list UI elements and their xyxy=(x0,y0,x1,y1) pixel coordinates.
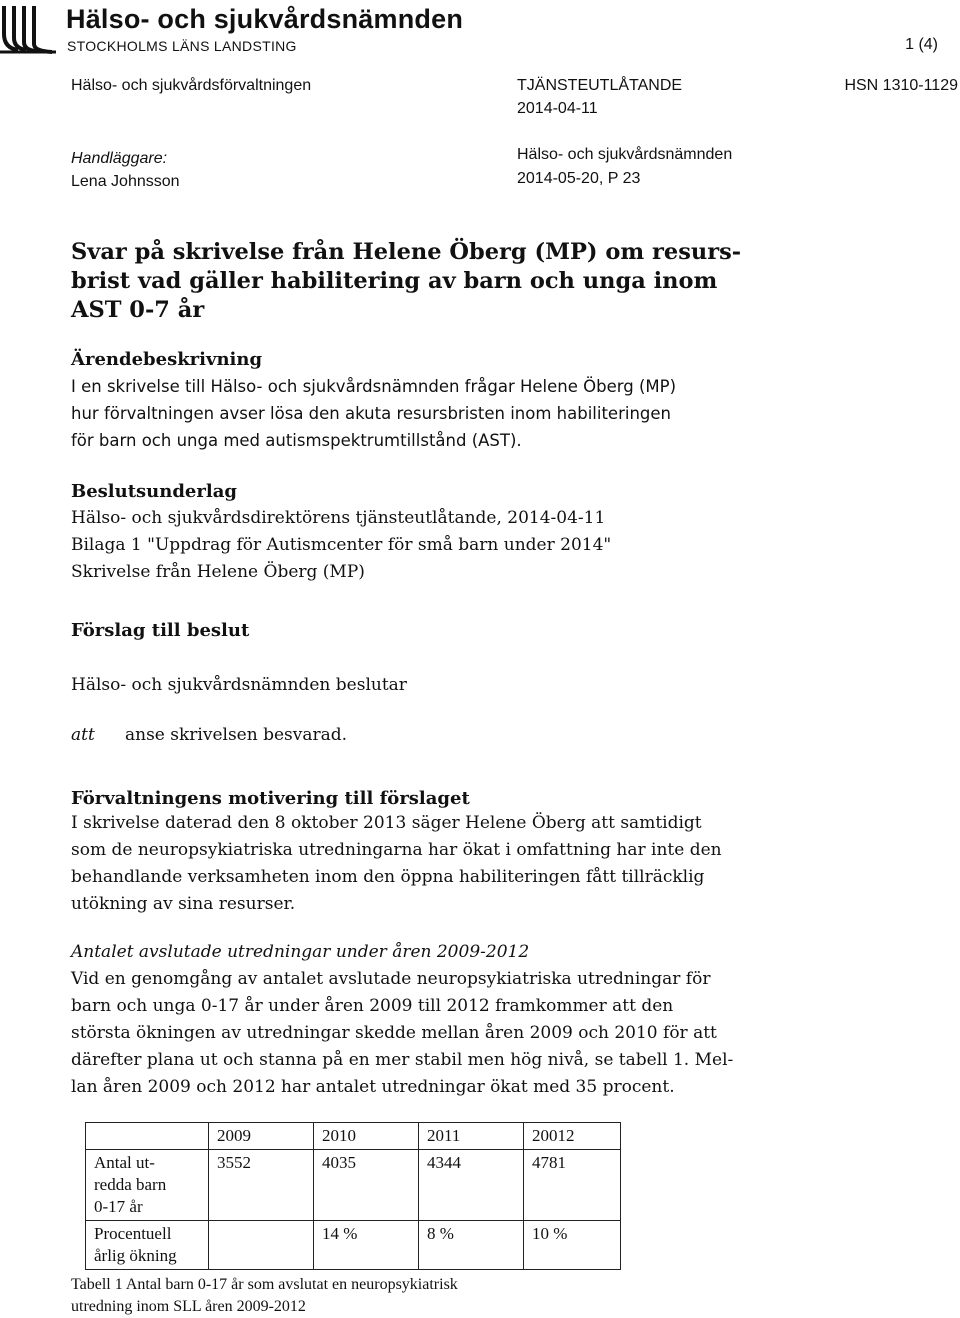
label-line: Antal ut- xyxy=(94,1153,155,1172)
text-line: för barn och unga med autismspektrumtillstånd (AST). xyxy=(71,431,522,450)
heading-forslag: Förslag till beslut xyxy=(71,620,250,641)
table-row xyxy=(86,1221,621,1270)
table-header-cell: 2009 xyxy=(209,1123,314,1150)
antalet-text xyxy=(71,966,733,1101)
org-subtitle: STOCKHOLMS LÄNS LANDSTING xyxy=(67,38,297,54)
org-name: Hälso- och sjukvårdsnämnden xyxy=(66,4,464,34)
caption-line: utredning inom SLL åren 2009-2012 xyxy=(71,1298,306,1315)
label-line: redda barn xyxy=(94,1175,167,1194)
table-row xyxy=(86,1150,621,1221)
motivering-text xyxy=(71,810,722,918)
att-label: att xyxy=(71,725,95,745)
heading-arendebeskrivning: Ärendebeskrivning xyxy=(71,349,263,370)
table-cell: 3552 xyxy=(209,1150,314,1221)
arendebeskrivning-text xyxy=(71,373,676,454)
text-line: I en skrivelse till Hälso- och sjukvårdsnämnden frågar Helene Öberg (MP) xyxy=(71,377,677,396)
label-line: 0-17 år xyxy=(94,1197,143,1216)
text-line: som de neuropsykiatriska utredningarna har ökat i omfattning har inte den xyxy=(71,840,722,860)
document-title xyxy=(71,238,771,325)
label-line: årlig ökning xyxy=(94,1246,177,1265)
table-header-cell xyxy=(86,1123,209,1150)
table-cell: 4035 xyxy=(314,1150,419,1221)
title-line: brist vad gäller habilitering av barn och unga inom xyxy=(71,268,718,294)
table-header-cell: 2010 xyxy=(314,1123,419,1150)
heading-beslutsunderlag: Beslutsunderlag xyxy=(71,481,237,502)
table-row-label xyxy=(86,1221,209,1270)
att-text: anse skrivelsen besvarad. xyxy=(125,725,348,745)
handler-name: Lena Johnsson xyxy=(71,173,180,190)
text-line: hur förvaltningen avser lösa den akuta resursbristen inom habiliteringen xyxy=(71,404,671,423)
table-header-cell: 20012 xyxy=(524,1123,621,1150)
heading-motivering: Förvaltningens motivering till förslaget xyxy=(71,788,470,809)
department: Hälso- och sjukvårdsförvaltningen xyxy=(71,77,312,94)
text-line: Vid en genomgång av antalet avslutade neuropsykiatriska utredningar för xyxy=(71,969,711,989)
table-cell xyxy=(209,1221,314,1270)
list-item: Hälso- och sjukvårdsdirektörens tjänsteutlåtande, 2014-04-11 xyxy=(71,508,606,528)
caption-line: Tabell 1 Antal barn 0-17 år som avslutat en neuropsykiatrisk xyxy=(71,1276,458,1293)
title-line: Svar på skrivelse från Helene Öberg (MP) om resurs- xyxy=(71,239,742,265)
text-line: behandlande verksamheten inom den öppna habiliteringen fått tillräcklig xyxy=(71,867,705,887)
table-cell: 8 % xyxy=(419,1221,524,1270)
document-date: 2014-04-11 xyxy=(517,100,598,117)
beslutsunderlag-list xyxy=(71,505,611,586)
document-type: TJÄNSTEUTLÅTANDE xyxy=(517,77,683,94)
list-item: Bilaga 1 "Uppdrag för Autismcenter för små barn under 2014" xyxy=(71,535,612,555)
heading-antalet: Antalet avslutade utredningar under åren 2009-2012 xyxy=(71,942,530,962)
text-line: barn och unga 0-17 år under åren 2009 till 2012 framkommer att den xyxy=(71,996,674,1016)
table-caption xyxy=(71,1274,458,1318)
handler-label: Handläggare: xyxy=(71,150,168,167)
table-cell: 14 % xyxy=(314,1221,419,1270)
table-row-label xyxy=(86,1150,209,1221)
board-name: Hälso- och sjukvårdsnämnden xyxy=(517,146,733,163)
table-cell: 4344 xyxy=(419,1150,524,1221)
table-cell: 10 % xyxy=(524,1221,621,1270)
data-table xyxy=(85,1122,621,1270)
table-cell: 4781 xyxy=(524,1150,621,1221)
table-header-row xyxy=(86,1123,621,1150)
case-number: HSN 1310-1129 xyxy=(844,77,958,94)
text-line: utökning av sina resurser. xyxy=(71,894,296,914)
title-line: AST 0-7 år xyxy=(71,297,205,323)
page-number: 1 (4) xyxy=(905,36,938,53)
forslag-intro: Hälso- och sjukvårdsnämnden beslutar xyxy=(71,675,407,695)
list-item: Skrivelse från Helene Öberg (MP) xyxy=(71,562,365,582)
meeting-reference: 2014-05-20, P 23 xyxy=(517,170,641,187)
table-header-cell: 2011 xyxy=(419,1123,524,1150)
text-line: lan åren 2009 och 2012 har antalet utredningar ökat med 35 procent. xyxy=(71,1077,675,1097)
text-line: därefter plana ut och stanna på en mer stabil men hög nivå, se tabell 1. Mel- xyxy=(71,1050,734,1070)
label-line: Procentuell xyxy=(94,1224,172,1243)
sll-logo-icon xyxy=(0,4,56,54)
text-line: största ökningen av utredningar skedde mellan åren 2009 och 2010 för att xyxy=(71,1023,717,1043)
text-line: I skrivelse daterad den 8 oktober 2013 säger Helene Öberg att samtidigt xyxy=(71,813,702,833)
